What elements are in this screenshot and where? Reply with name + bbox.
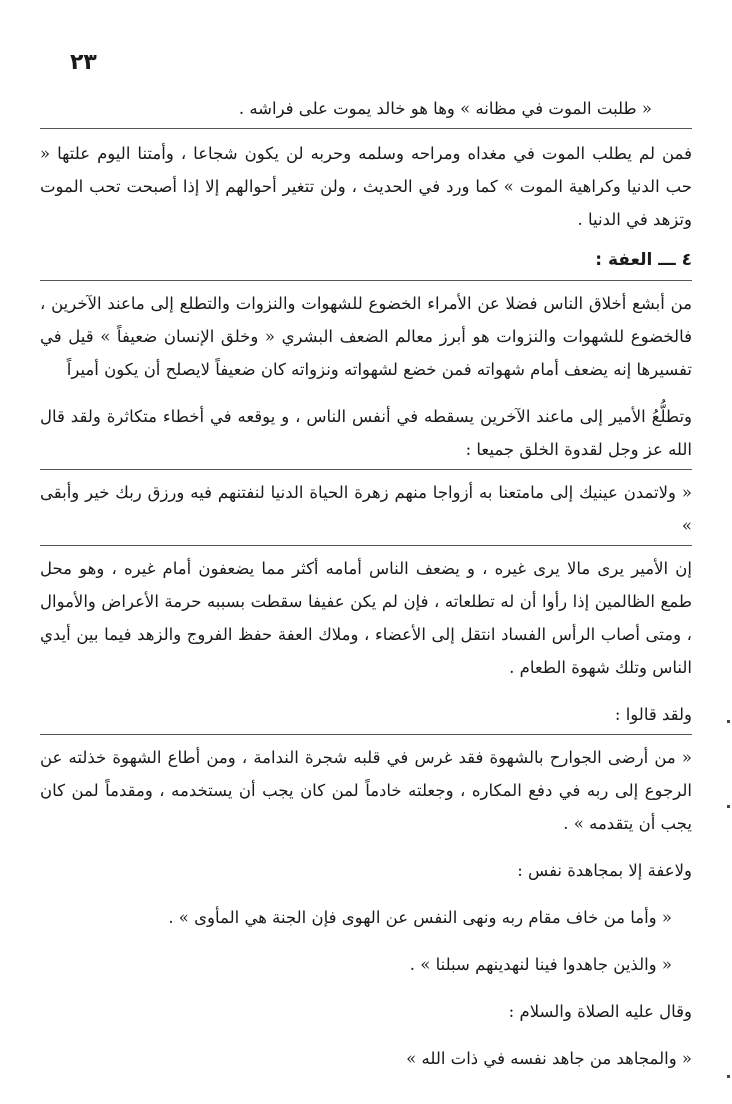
page-number: ٢٣ [70, 50, 97, 75]
book-page [40, 0, 692, 1104]
quote-paragraph-desire: « من أرضى الجوارح بالشهوة فقد غرس في قلبه شجرة الندامة ، ومن أطاع الشهوة خذلته عن الرجوع إلى ربه في دفع المكاره ، وجعلته خادماً لمن كان يجب أن يستخدمه ، ومقدماً لمن كان يجب أن يتقدمه » . [40, 748, 692, 833]
page-content [40, 92, 692, 1075]
quote-paragraph-1: « طلبت الموت في مظانه » وها هو خالد يموت على فراشه . [238, 99, 652, 118]
divider-rule [40, 545, 692, 546]
margin-speck [727, 805, 730, 808]
quran-quote-3: « والذين جاهدوا فينا لنهدينهم سبلنا » . [409, 955, 672, 974]
quran-quote-1: « ولاتمدن عينيك إلى مامتعنا به أزواجا منهم زهرة الحياة الدنيا لنفتنهم فيه ورزق ربك خير وأبقى » [40, 483, 692, 535]
section-heading-chastity: ٤ ـــ العفة : [595, 250, 692, 270]
margin-speck [727, 720, 730, 723]
quran-quote-2: « وأما من خاف مقام ربه ونهى النفس عن الهوى فإن الجنة هي المأوى » . [168, 908, 672, 927]
hadith-quote: « والمجاهد من جاهد نفسه في ذات الله » [406, 1049, 692, 1068]
divider-rule [40, 128, 692, 129]
paragraph-struggle: ولاعفة إلا بمجاهدة نفس : [517, 861, 692, 880]
paragraph-prophet-said: وقال عليه الصلاة والسلام : [508, 1002, 692, 1021]
divider-rule [40, 280, 692, 281]
paragraph-ambition: وتطلُّعُ الأمير إلى ماعند الآخرين يسقطه في أنفس الناس ، و يوقعه في أخطاء متكاثرة ولقد قال الله عز وجل لقدوة الخلق جميعا : [40, 407, 692, 459]
divider-rule [40, 734, 692, 735]
paragraph-they-said: ولقد قالوا : [614, 705, 692, 724]
paragraph-leader: إن الأمير يرى مالا يرى غيره ، و يضعف الناس أمامه أكثر مما يضعفون أمام غيره ، وهو محل طمع الظالمين إذا رأوا أن له تطلعاته ، فإن لم يكن عفيفا سقطت بسببه حرمة الأعراض والأموال ، ومتى أصاب الرأس الفساد انتقل إلى الأعضاء ، وملاك العفة حفظ الفروج والزهد فيما بين أيدي الناس وتلك شهوة الطعام . [40, 559, 692, 677]
divider-rule [40, 469, 692, 470]
paragraph-desires: من أبشع أخلاق الناس فضلا عن الأمراء الخضوع للشهوات والنزوات والتطلع إلى ماعند الآخرين ، فالخضوع للشهوات والنزوات هو أبرز معالم الضعف البشري « وخلق الإنسان ضعيفاً » قيل في تفسيرها إنه يضعف أمام شهواته فمن خضع لشهواته ونزواته كان ضعيفاً لايصلح أن يكون أميراً [40, 294, 692, 379]
paragraph-courage: فمن لم يطلب الموت في مغداه ومراحه وسلمه وحربه لن يكون شجاعا ، وأمتنا اليوم علتها « حب الدنيا وكراهية الموت » كما ورد في الحديث ، ولن تتغير أحوالهم إلا إذا أصبحت تحب الموت وتزهد في الدنيا . [40, 144, 692, 229]
margin-speck [727, 1075, 730, 1078]
